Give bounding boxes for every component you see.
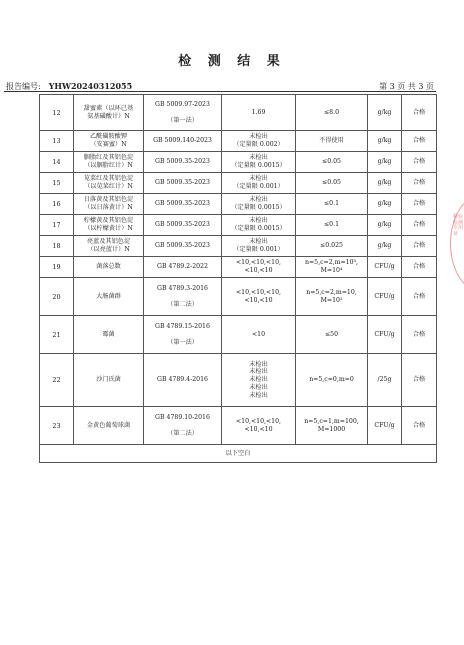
- test-result-line: 未检出: [249, 360, 268, 368]
- judgment-cell: 合格: [402, 316, 437, 354]
- row-number-cell: 15: [40, 173, 74, 194]
- test-item-line: 霉菌: [102, 330, 115, 338]
- test-result-cell: [222, 278, 296, 316]
- test-result-cell: [222, 407, 296, 445]
- test-item-cell: [74, 215, 144, 236]
- standard-limit-line: M=10⁴: [320, 267, 343, 274]
- test-result-line: （定量限 0.0015）: [231, 225, 286, 232]
- test-item-line: 柠檬黄及其铝色淀: [83, 217, 134, 225]
- test-method-line: GB 4789.3-2016: [157, 284, 208, 292]
- judgment-cell: 合格: [402, 173, 437, 194]
- test-result-line: （定量限 0.001）: [233, 183, 284, 190]
- test-item-line: 沙门氏菌: [96, 376, 121, 384]
- test-item-cell: [74, 278, 144, 316]
- page-indicator: 第 3 页 共 3 页: [379, 82, 434, 91]
- test-result-line: 1.69: [251, 108, 266, 116]
- row-number-cell: 14: [40, 152, 74, 173]
- judgment-cell: 合格: [402, 131, 437, 152]
- test-result-cell: [222, 316, 296, 354]
- results-table: [39, 94, 437, 463]
- test-item-line: 日落黄及其铝色淀: [83, 196, 134, 204]
- standard-limit-line: ≤0.05: [322, 179, 341, 187]
- test-method-line: GB 5009.35-2023: [155, 158, 210, 166]
- test-item-line: 菌落总数: [96, 263, 121, 271]
- test-item-cell: [74, 152, 144, 173]
- unit-cell: CFU/g: [368, 257, 402, 278]
- standard-limit-line: ≤0.1: [323, 221, 340, 229]
- unit-cell: g/kg: [368, 152, 402, 173]
- test-result-line: <10,<10: [244, 267, 273, 274]
- judgment-cell: 合格: [402, 194, 437, 215]
- test-result-line: （定量限 0.0015）: [231, 204, 286, 211]
- test-result-cell: [222, 257, 296, 278]
- unit-cell: g/kg: [368, 95, 402, 131]
- test-result-cell: [222, 215, 296, 236]
- test-item-cell: [74, 407, 144, 445]
- results-table-body: [40, 95, 437, 445]
- page-title: 检 测 结 果: [178, 54, 286, 69]
- test-method-line: GB 5009.35-2023: [155, 221, 210, 229]
- test-item-line: 金黄色葡萄球菌: [86, 421, 131, 429]
- table-row: [40, 131, 437, 152]
- standard-limit-line: M=1000: [317, 425, 346, 433]
- table-row: [40, 316, 437, 354]
- test-item-cell: [74, 354, 144, 407]
- standard-limit-cell: [296, 215, 368, 236]
- test-result-line: 未检出: [249, 133, 268, 141]
- test-result-cell: [222, 95, 296, 131]
- judgment-cell: 合格: [402, 354, 437, 407]
- standard-limit-line: ≤8.0: [323, 108, 340, 116]
- row-number-cell: 22: [40, 354, 74, 407]
- judgment-cell: 合格: [402, 407, 437, 445]
- table-row: [40, 152, 437, 173]
- judgment-cell: 合格: [402, 152, 437, 173]
- standard-limit-cell: [296, 131, 368, 152]
- test-method-cell: [144, 194, 222, 215]
- standard-limit-line: n=5,c=2,m=10³,: [305, 259, 358, 267]
- standard-limit-cell: [296, 152, 368, 173]
- test-result-line: <10,<10,<10,: [235, 259, 282, 267]
- test-item-line: 苋菜红及其铝色淀: [83, 175, 134, 183]
- row-number-cell: 17: [40, 215, 74, 236]
- unit-cell: g/kg: [368, 236, 402, 257]
- standard-limit-line: ≤0.1: [323, 200, 340, 208]
- judgment-cell: 合格: [402, 215, 437, 236]
- test-result-line: 未检出: [249, 175, 268, 183]
- test-method-line: GB 4789.4-2016: [157, 376, 208, 384]
- standard-limit-line: n=5,c=1,m=100,: [304, 417, 359, 425]
- standard-limit-line: n=5,c=2,m=10,: [306, 288, 357, 296]
- unit-cell: g/kg: [368, 173, 402, 194]
- test-result-line: 未检出: [249, 368, 268, 376]
- test-method-line: GB 4789.10-2016: [155, 413, 210, 421]
- test-method-line: （第二法）: [167, 300, 198, 308]
- standard-limit-cell: [296, 173, 368, 194]
- judgment-cell: 合格: [402, 278, 437, 316]
- unit-cell: g/kg: [368, 215, 402, 236]
- test-result-cell: [222, 194, 296, 215]
- test-result-line: （定量限 0.001）: [233, 246, 284, 253]
- standard-limit-line: ≤50: [324, 330, 339, 338]
- test-result-line: 未检出: [249, 238, 268, 246]
- unit-cell: CFU/g: [368, 407, 402, 445]
- test-method-cell: [144, 278, 222, 316]
- table-footer-row: [40, 445, 437, 463]
- test-result-cell: [222, 152, 296, 173]
- unit-cell: /25g: [368, 354, 402, 407]
- unit-cell: g/kg: [368, 131, 402, 152]
- table-row: [40, 194, 437, 215]
- test-method-cell: [144, 407, 222, 445]
- standard-limit-cell: [296, 354, 368, 407]
- test-result-line: <10,<10: [244, 296, 273, 304]
- test-item-cell: [74, 236, 144, 257]
- table-row: [40, 173, 437, 194]
- test-method-line: GB 5009.140-2023: [153, 137, 212, 145]
- table-row: [40, 257, 437, 278]
- row-number-cell: 23: [40, 407, 74, 445]
- test-method-line: GB 4789.15-2016: [155, 322, 210, 330]
- table-row: [40, 95, 437, 131]
- test-result-cell: [222, 236, 296, 257]
- unit-cell: g/kg: [368, 194, 402, 215]
- test-item-line: （以亮蓝计）N: [87, 246, 130, 253]
- test-item-cell: [74, 173, 144, 194]
- test-method-cell: [144, 215, 222, 236]
- test-method-cell: [144, 316, 222, 354]
- test-result-line: 未检出: [249, 196, 268, 204]
- test-item-cell: [74, 257, 144, 278]
- test-result-cell: [222, 131, 296, 152]
- test-method-line: （第一法）: [167, 116, 198, 124]
- row-number-cell: 21: [40, 316, 74, 354]
- test-item-line: 氨基磺酸计）N: [87, 112, 130, 120]
- standard-limit-line: ≤0.025: [320, 242, 343, 250]
- test-item-cell: [74, 194, 144, 215]
- test-result-cell: [222, 173, 296, 194]
- test-item-line: 乙酰磺胺酸钾: [89, 133, 128, 141]
- standard-limit-cell: [296, 257, 368, 278]
- standard-limit-cell: [296, 407, 368, 445]
- standard-limit-cell: [296, 316, 368, 354]
- row-number-cell: 19: [40, 257, 74, 278]
- report-number-label: 报告编号:: [6, 82, 41, 91]
- standard-limit-cell: [296, 236, 368, 257]
- test-method-line: GB 5009.35-2023: [155, 242, 210, 250]
- official-seal: [450, 195, 464, 292]
- official-seal-text: 检验检测专用章: [453, 214, 464, 237]
- test-method-cell: [144, 152, 222, 173]
- standard-limit-line: n=5,c=0,m=0: [309, 376, 354, 384]
- test-result-line: <10,<10: [244, 425, 273, 433]
- test-item-cell: [74, 95, 144, 131]
- test-item-line: （以苋菜红计）N: [84, 183, 133, 190]
- test-result-line: <10,<10,<10,: [235, 417, 282, 425]
- row-number-cell: 12: [40, 95, 74, 131]
- unit-cell: CFU/g: [368, 278, 402, 316]
- test-result-cell: [222, 354, 296, 407]
- standard-limit-cell: [296, 278, 368, 316]
- test-item-line: 亮蓝及其铝色淀: [86, 238, 131, 246]
- end-marker: 以下空白: [40, 445, 437, 463]
- test-result-line: <10,<10,<10,: [235, 288, 282, 296]
- standard-limit-cell: [296, 194, 368, 215]
- test-method-line: （第一法）: [167, 338, 198, 346]
- header-divider: [4, 91, 436, 92]
- test-item-line: 甜蜜素（以环己基: [83, 104, 134, 112]
- test-item-cell: [74, 316, 144, 354]
- test-method-cell: [144, 236, 222, 257]
- test-method-line: GB 5009.97-2023: [155, 100, 210, 108]
- standard-limit-line: M=10²: [320, 296, 343, 304]
- table-row: [40, 407, 437, 445]
- test-result-line: 未检出: [249, 217, 268, 225]
- test-method-line: GB 5009.35-2023: [155, 200, 210, 208]
- standard-limit-cell: [296, 95, 368, 131]
- test-item-line: 胭脂红及其铝色淀: [83, 154, 134, 162]
- test-result-line: 未检出: [249, 376, 268, 384]
- table-row: [40, 215, 437, 236]
- report-number: YHW20240312055: [48, 81, 133, 91]
- test-method-cell: [144, 173, 222, 194]
- test-item-line: （以胭脂红计）N: [84, 162, 133, 169]
- test-result-line: 未检出: [249, 391, 268, 399]
- table-row: [40, 354, 437, 407]
- test-method-cell: [144, 131, 222, 152]
- test-item-line: 大肠菌群: [96, 292, 121, 300]
- test-method-cell: [144, 257, 222, 278]
- unit-cell: CFU/g: [368, 316, 402, 354]
- test-method-cell: [144, 95, 222, 131]
- judgment-cell: 合格: [402, 236, 437, 257]
- test-method-line: （第二法）: [167, 429, 198, 437]
- test-result-line: 未检出: [249, 383, 268, 391]
- test-item-cell: [74, 131, 144, 152]
- test-method-line: GB 5009.35-2023: [155, 179, 210, 187]
- standard-limit-line: ≤0.05: [322, 158, 341, 166]
- test-item-line: （以日落黄计）N: [84, 204, 133, 211]
- judgment-cell: 合格: [402, 257, 437, 278]
- test-method-line: GB 4789.2-2022: [157, 263, 208, 271]
- test-result-line: （定量限 0.0015）: [231, 162, 286, 169]
- row-number-cell: 18: [40, 236, 74, 257]
- test-result-line: （定量限 0.002）: [233, 141, 284, 148]
- test-item-line: （安赛蜜）N: [90, 141, 127, 148]
- row-number-cell: 16: [40, 194, 74, 215]
- table-row: [40, 236, 437, 257]
- test-method-cell: [144, 354, 222, 407]
- row-number-cell: 13: [40, 131, 74, 152]
- test-result-line: <10: [251, 330, 266, 338]
- table-row: [40, 278, 437, 316]
- test-item-line: （以柠檬黄计）N: [84, 225, 133, 232]
- test-result-line: 未检出: [249, 154, 268, 162]
- judgment-cell: 合格: [402, 95, 437, 131]
- row-number-cell: 20: [40, 278, 74, 316]
- standard-limit-line: 不得使用: [319, 137, 344, 145]
